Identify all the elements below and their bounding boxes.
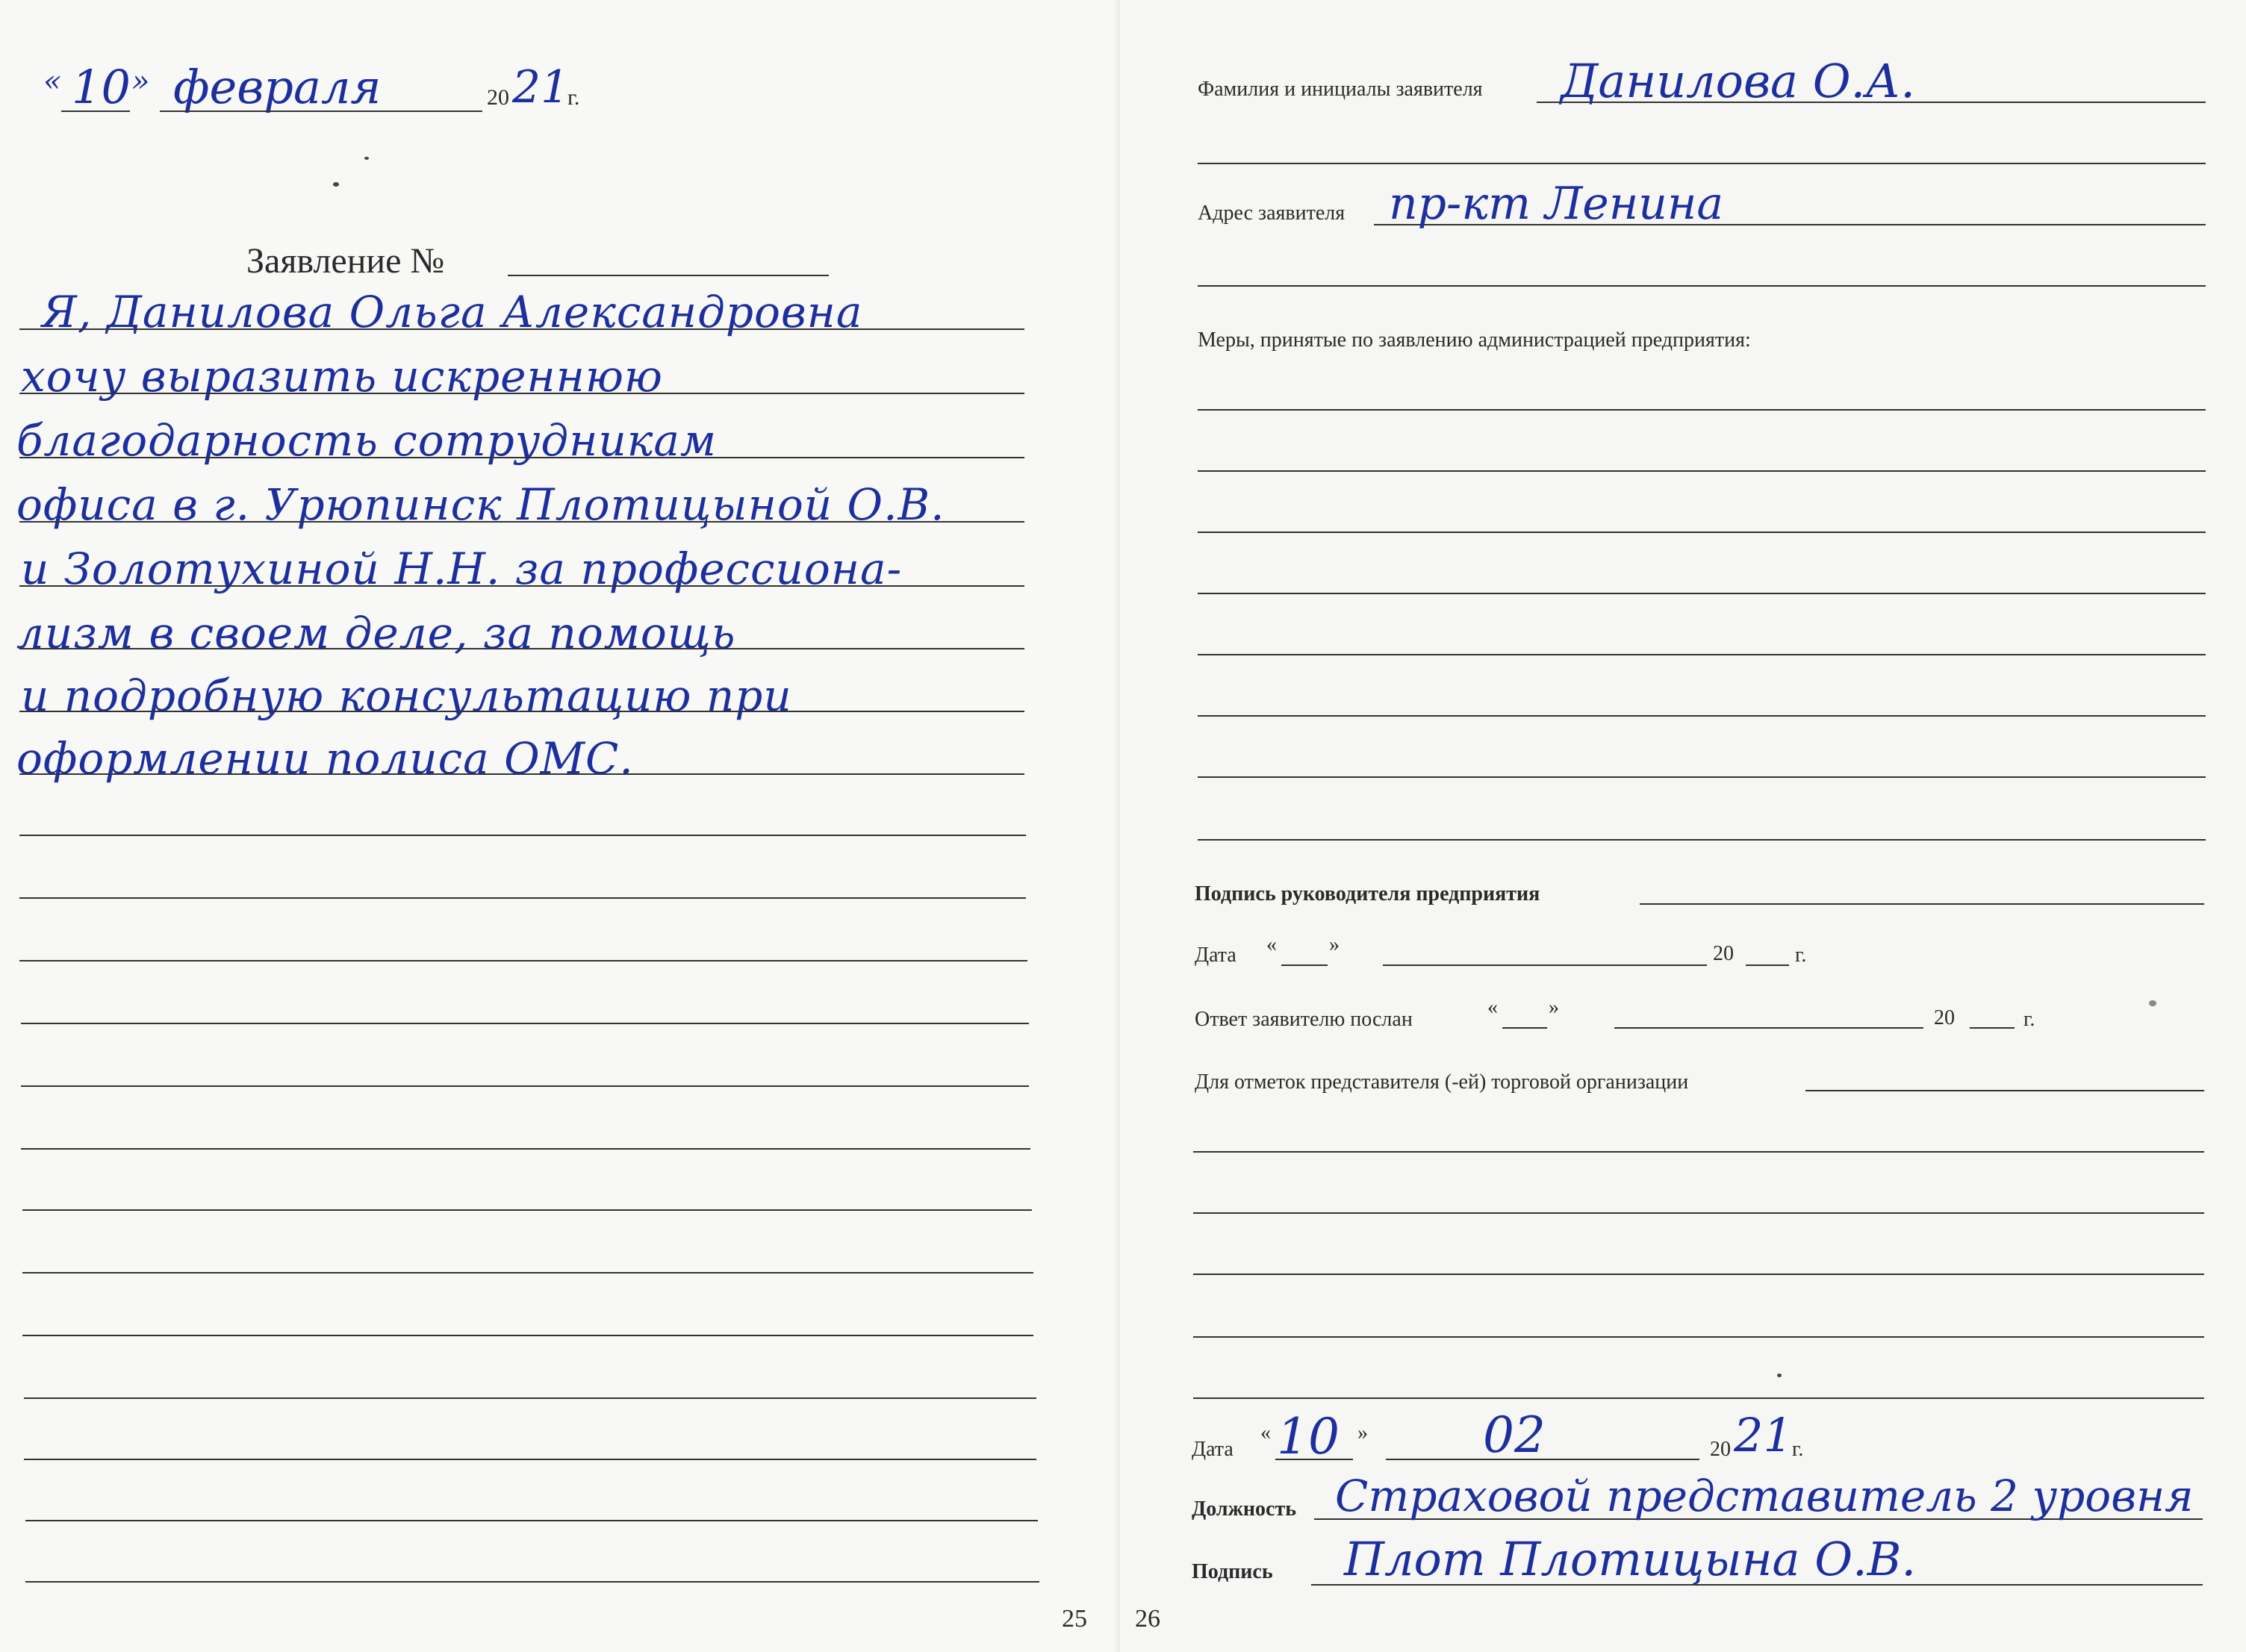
date-open-quote: «	[43, 64, 62, 99]
manager-signature-line	[1640, 903, 2204, 905]
applicant-name-line-2	[1198, 163, 2206, 164]
application-number-line	[508, 275, 829, 276]
body-line-1: Я, Данилова Ольга Александровна	[42, 287, 863, 337]
page-number-right: 26	[1135, 1605, 1160, 1633]
right-page	[1120, 0, 2246, 1652]
reply-close-quote: »	[1549, 996, 1559, 1019]
ruled-line	[22, 1209, 1032, 1211]
page-number-left: 25	[1062, 1605, 1087, 1633]
reply-month-line	[1614, 1027, 1923, 1029]
reply-label: Ответ заявителю послан	[1195, 1008, 1413, 1031]
body-line-2: хочу выразить искреннюю	[21, 351, 663, 402]
applicant-address-line-2	[1198, 285, 2206, 287]
date-month-underline	[160, 110, 482, 112]
measures-line	[1198, 593, 2206, 594]
ruled-line	[24, 1397, 1036, 1399]
body-line-4: офиса в г. Урюпинск Плотицыной О.В.	[16, 479, 945, 530]
applicant-name-value: Данилова О.А.	[1561, 54, 1915, 108]
final-date-year-prefix: 20	[1710, 1438, 1731, 1461]
reply-day-line	[1502, 1027, 1547, 1029]
body-line-8: оформлении полиса ОМС.	[16, 733, 634, 784]
ink-speck	[333, 182, 339, 187]
date-day-line	[1281, 964, 1328, 966]
reply-year-prefix: 20	[1934, 1006, 1955, 1029]
final-date-month-line	[1386, 1459, 1699, 1460]
position-value: Страховой представитель 2 уровня	[1335, 1471, 2194, 1521]
ruled-line	[19, 521, 1024, 523]
date-day-underline	[61, 110, 130, 112]
body-line-6: лизм в своем деле, за помощь	[16, 608, 736, 658]
measures-line	[1198, 409, 2206, 411]
date-month-line	[1383, 964, 1707, 966]
manager-signature-label: Подпись руководителя предприятия	[1195, 882, 1540, 906]
final-date-month: 02	[1483, 1406, 1546, 1464]
date-close-quote: »	[131, 64, 150, 99]
measures-line	[1198, 839, 2206, 841]
representative-line	[1193, 1397, 2204, 1399]
measures-label: Меры, принятые по заявлению администрацией предприятия:	[1198, 328, 1751, 352]
ruled-line	[19, 835, 1026, 836]
representative-line	[1193, 1274, 2204, 1275]
measures-line	[1198, 532, 2206, 533]
ruled-line	[21, 1023, 1029, 1024]
ruled-line	[19, 648, 1024, 649]
body-line-5: и Золотухиной Н.Н. за профессиона-	[21, 543, 903, 594]
signature-value: Плот Плотицына О.В.	[1344, 1532, 1917, 1586]
measures-line	[1198, 715, 2206, 717]
final-date-day-line	[1275, 1459, 1353, 1460]
ink-speck	[364, 157, 369, 160]
body-line-7: и подробную консультацию при	[21, 670, 792, 721]
reply-year-line	[1970, 1027, 2015, 1029]
date-year-prefix: 20	[487, 85, 509, 110]
final-date-close-quote: »	[1357, 1421, 1368, 1444]
reply-open-quote: «	[1487, 996, 1498, 1019]
final-date-day: 10	[1277, 1408, 1340, 1465]
measures-line	[1198, 470, 2206, 472]
ruled-line	[21, 1148, 1030, 1150]
ruled-line	[19, 773, 1024, 775]
applicant-address-label: Адрес заявителя	[1198, 202, 1346, 225]
body-line-3: благодарность сотрудникам	[16, 415, 718, 466]
final-date-label: Дата	[1192, 1438, 1234, 1461]
representative-line	[1193, 1151, 2204, 1153]
ruled-line	[22, 1272, 1033, 1274]
ruled-line	[24, 1459, 1036, 1460]
ruled-line	[19, 393, 1024, 394]
ruled-line	[19, 585, 1024, 587]
final-date-year-unit: г.	[1792, 1438, 1804, 1461]
date-open-quote: «	[1266, 933, 1277, 956]
ruled-line	[19, 960, 1027, 961]
date-close-quote: »	[1329, 933, 1340, 956]
date-year-suffix: 21	[512, 61, 570, 113]
ruled-line	[19, 897, 1026, 899]
ruled-line	[25, 1581, 1039, 1583]
reply-year-unit: г.	[2023, 1008, 2035, 1031]
ruled-line	[19, 711, 1024, 712]
final-date-year-suffix: 21	[1734, 1408, 1793, 1462]
representative-line	[1193, 1336, 2204, 1338]
date-day: 10	[72, 60, 131, 114]
applicant-address-value: пр-кт Ленина	[1389, 178, 1724, 230]
ink-speck	[2149, 1000, 2156, 1006]
date-year-unit: г.	[1795, 944, 1807, 967]
representative-line	[1805, 1090, 2204, 1091]
date-label: Дата	[1195, 944, 1236, 967]
ink-speck	[1777, 1374, 1782, 1377]
date-year-line	[1746, 964, 1789, 966]
measures-line	[1198, 654, 2206, 655]
date-month: февраля	[173, 60, 382, 114]
date-year-prefix: 20	[1713, 942, 1734, 965]
position-label: Должность	[1192, 1497, 1297, 1521]
date-year-unit: г.	[567, 85, 580, 110]
signature-label: Подпись	[1192, 1560, 1273, 1583]
final-date-open-quote: «	[1260, 1421, 1271, 1444]
ruled-line	[19, 328, 1024, 330]
measures-line	[1198, 776, 2206, 778]
representative-label: Для отметок представителя (-ей) торговой организации	[1195, 1070, 1689, 1094]
ruled-line	[21, 1085, 1029, 1087]
ruled-line	[25, 1520, 1038, 1521]
representative-line	[1193, 1212, 2204, 1214]
applicant-name-label: Фамилия и инициалы заявителя	[1198, 78, 1483, 101]
application-title: Заявление №	[246, 241, 445, 281]
ruled-line	[19, 457, 1024, 458]
left-page	[0, 0, 1120, 1652]
ruled-line	[22, 1335, 1033, 1336]
